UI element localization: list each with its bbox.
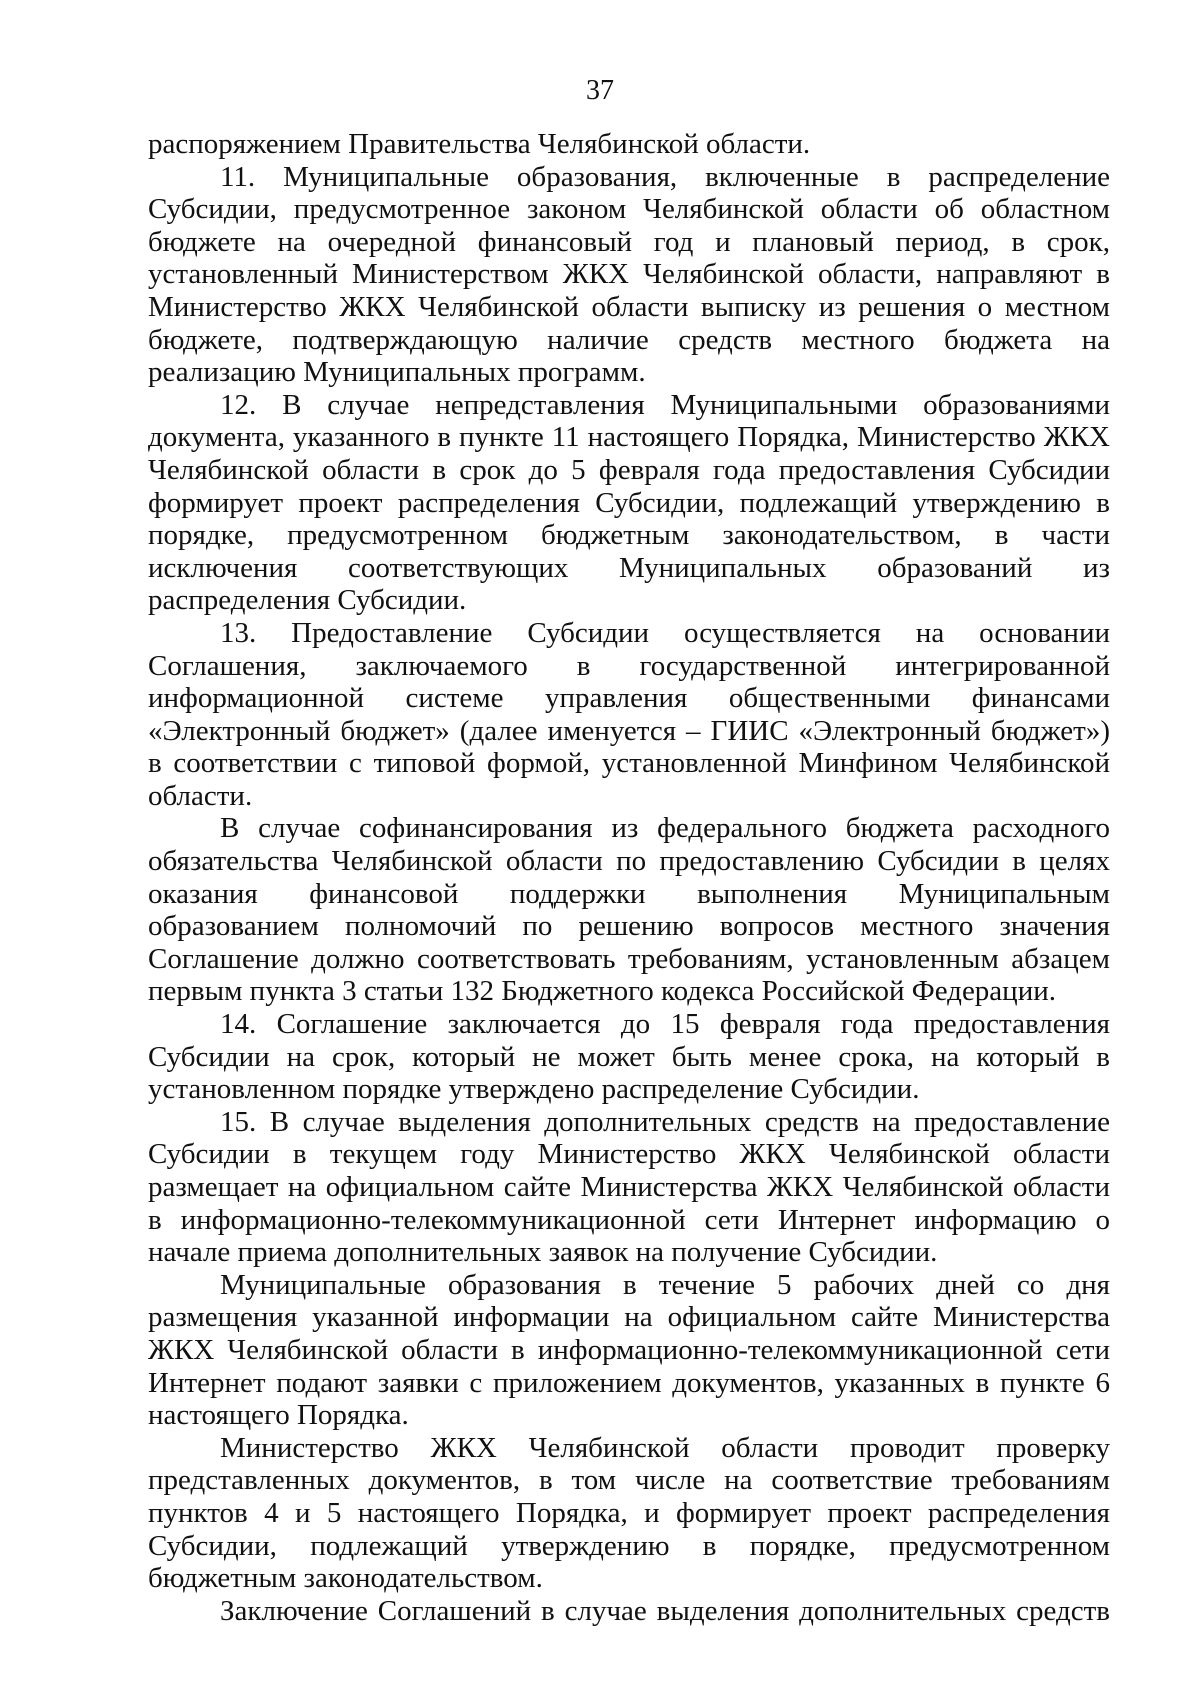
paragraph-item-15: 15. В случае выделения дополнительных средств на предоставление Субсидии в текущем году Министерство ЖКХ Челябинской области размещает на официальном сайте Министерства ЖКХ Челябинской области в информационно-телекоммуникационной сети Интернет информацию о начале приема дополнительных заявок на получение Субсидии. bbox=[148, 1105, 1110, 1269]
paragraph-applications: Муниципальные образования в течение 5 рабочих дней со дня размещения указанной информации на официальном сайте Министерства ЖКХ Челябинской области в информационно-телекоммуникационной сети Интернет подают заявки с приложением документов, указанных в пункте 6 настоящего Порядка. bbox=[148, 1268, 1110, 1432]
paragraph-cofinancing: В случае софинансирования из федерального бюджета расходного обязательства Челябинской области по предоставлению Субсидии в целях оказания финансовой поддержки выполнения Муниципальным образованием полномочий по решению вопросов местного значения Соглашение должно соответствовать требованиям, установленным абзацем первым пункта 3 статьи 132 Бюджетного кодекса Российской Федерации. bbox=[148, 812, 1110, 1008]
paragraph-ministry-check: Министерство ЖКХ Челябинской области проводит проверку представленных документов, в том числе на соответствие требованиям пунктов 4 и 5 настоящего Порядка, и формирует проект распределения Субсидии, подлежащий утверждению в порядке, предусмотренном бюджетным законодательством. bbox=[148, 1431, 1110, 1595]
paragraph-continuation: распоряжением Правительства Челябинской области. bbox=[148, 128, 811, 160]
document-body bbox=[148, 128, 1110, 1627]
paragraph-agreements-continued: Заключение Соглашений в случае выделения дополнительных средств bbox=[220, 1594, 1110, 1627]
paragraph-item-12: 12. В случае непредставления Муниципальными образованиями документа, указанного в пункте 11 настоящего Порядка, Министерство ЖКХ Челябинской области в срок до 5 февраля года предоставления Субсидии формирует проект распределения Субсидии, подлежащий утверждению в порядке, предусмотренном бюджетным законодательством, в части исключения соответствующих Муниципальных образований из распределения Субсидии. bbox=[148, 388, 1110, 617]
paragraph-item-11: 11. Муниципальные образования, включенные в распределение Субсидии, предусмотренное законом Челябинской области об областном бюджете на очередной финансовый год и плановый период, в срок, установленный Министерством ЖКХ Челябинской области, направляют в Министерство ЖКХ Челябинской области выписку из решения о местном бюджете, подтверждающую наличие средств местного бюджета на реализацию Муниципальных программ. bbox=[148, 160, 1110, 389]
page-number: 37 bbox=[586, 75, 614, 106]
paragraph-item-14: 14. Соглашение заключается до 15 февраля года предоставления Субсидии на срок, который не может быть менее срока, на который в установленном порядке утверждено распределение Субсидии. bbox=[148, 1008, 1110, 1106]
paragraph-item-13: 13. Предоставление Субсидии осуществляется на основании Соглашения, заключаемого в государственной интегрированной информационной системе управления общественными финансами «Электронный бюджет» (далее именуется – ГИИС «Электронный бюджет») в соответствии с типовой формой, установленной Минфином Челябинской области. bbox=[148, 616, 1110, 812]
